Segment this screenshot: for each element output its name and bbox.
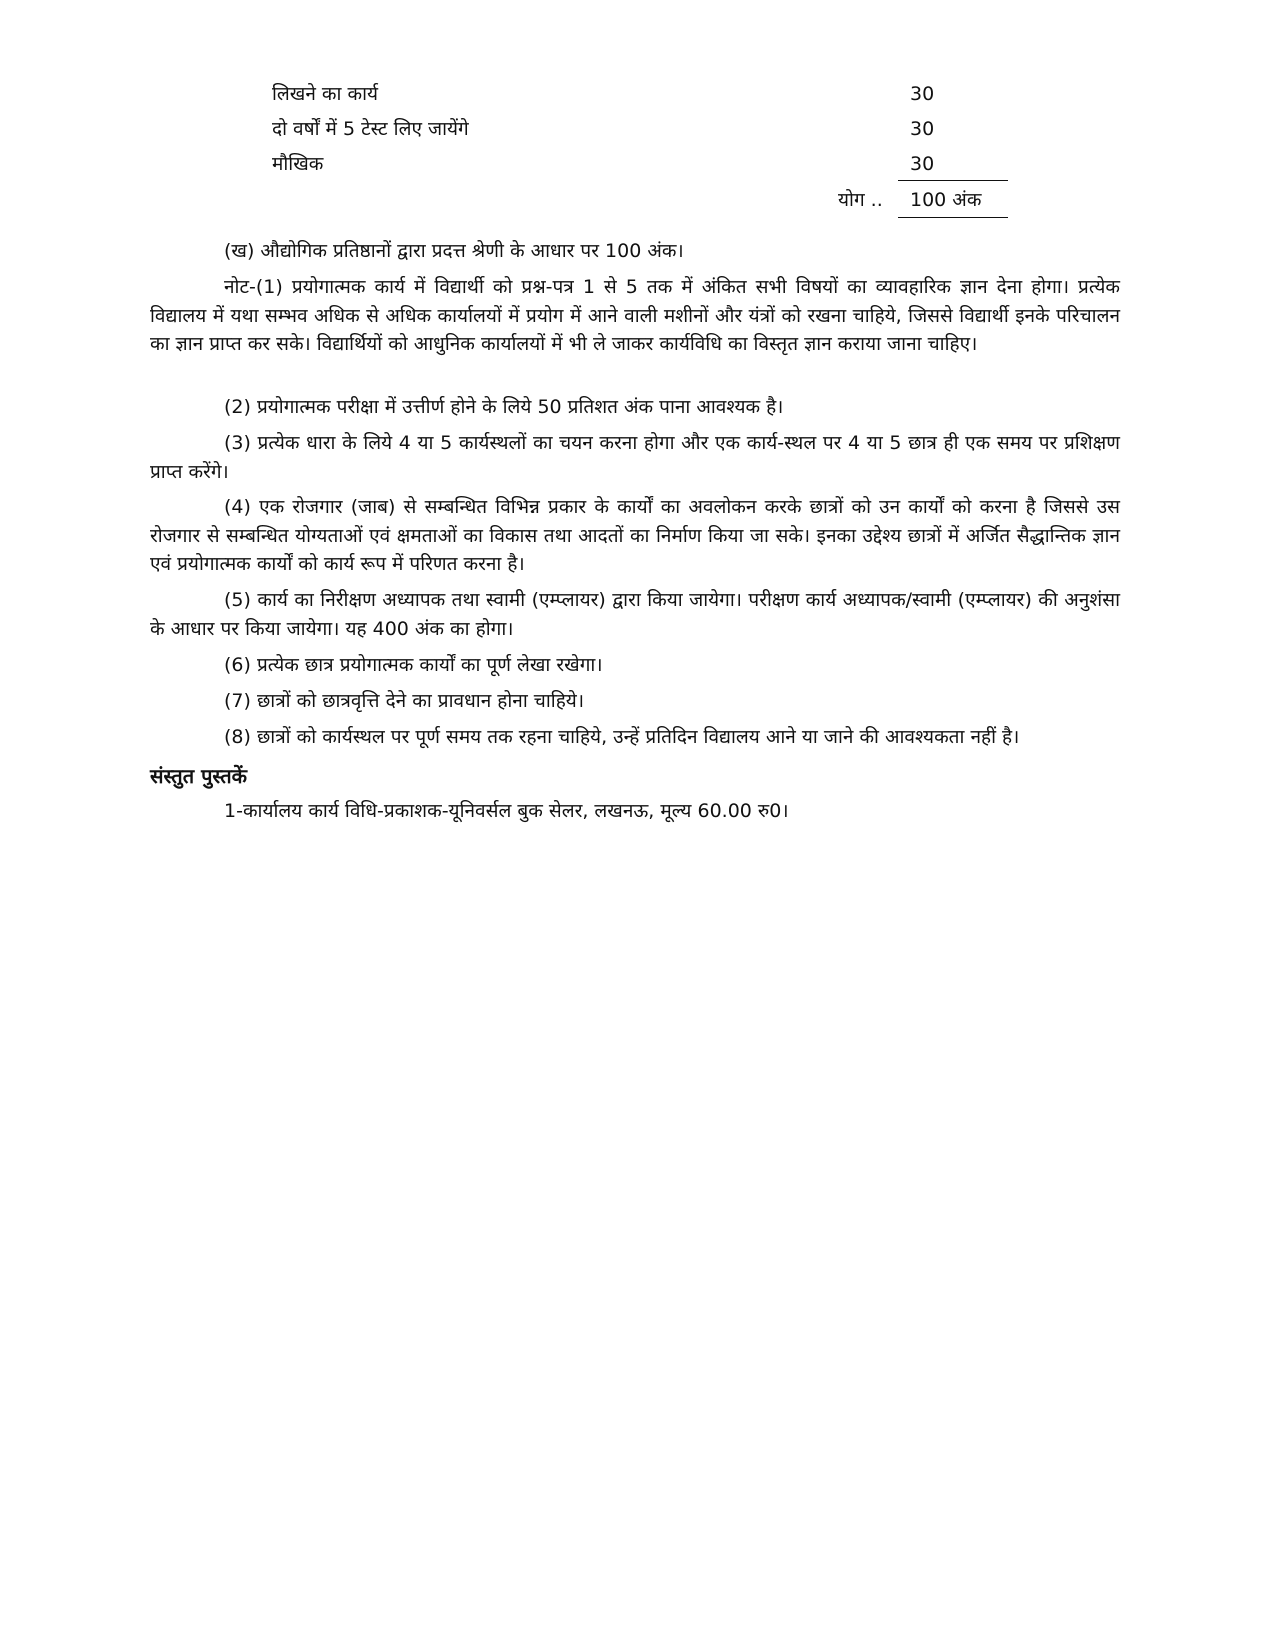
note-3: (3) प्रत्येक धारा के लिये 4 या 5 कार्यस्थलों का चयन करना होगा और एक कार्य-स्थल पर 4 या 5 छात्र ही एक समय पर प्रशिक्षण प्राप्त करेंगे।	[150, 432, 1120, 483]
marks-total-row	[0, 184, 1275, 216]
note-8: (8) छात्रों को कार्यस्थल पर पूर्ण समय तक रहना चाहिये, उन्हें प्रतिदिन विद्यालय आने या जाने की आवश्यकता नहीं है।	[224, 726, 1020, 748]
note-2: (2) प्रयोगात्मक परीक्षा में उत्तीर्ण होने के लिये 50 प्रतिशत अंक पाना आवश्यक है।	[224, 396, 784, 418]
marks-row	[0, 78, 1275, 110]
subtotal-rule	[898, 180, 1008, 181]
marks-row-value: 30	[910, 153, 935, 175]
note-7: (7) छात्रों को छात्रवृत्ति देने का प्रावधान होना चाहिये।	[224, 690, 585, 712]
marks-row-label: मौखिक	[272, 153, 324, 175]
marks-row-label: दो वर्षों में 5 टेस्ट लिए जायेंगे	[272, 118, 469, 140]
note-6: (6) प्रत्येक छात्र प्रयोगात्मक कार्यों का पूर्ण लेखा रखेगा।	[224, 654, 603, 676]
total-label: योग ..	[838, 189, 883, 211]
book-item: 1-कार्यालय कार्य विधि-प्रकाशक-यूनिवर्सल बुक सेलर, लखनऊ, मूल्य 60.00 रु0।	[224, 800, 789, 822]
total-rule	[898, 217, 1008, 218]
note-1: नोट-(1) प्रयोगात्मक कार्य में विद्यार्थी को प्रश्न-पत्र 1 से 5 तक में अंकित सभी विषयों का व्यावहारिक ज्ञान देना होगा। प्रत्येक विद्यालय में यथा सम्भव अधिक से अधिक कार्यालयों में प्रयोग में आने वाली मशीनों और यंत्रों को रखना चाहिये, जिससे विद्यार्थी इनके परिचालन का ज्ञान प्राप्त कर सके। विद्यार्थियों को आधुनिक कार्यालयों में भी ले जाकर कार्यविधि का विस्तृत ज्ञान कराया जाना चाहिए।	[150, 276, 1120, 355]
marks-row-value: 30	[910, 118, 935, 140]
marks-row	[0, 148, 1275, 180]
note-5: (5) कार्य का निरीक्षण अध्यापक तथा स्वामी (एम्प्लायर) द्वारा किया जायेगा। परीक्षण कार्य अध्यापक/स्वामी (एम्प्लायर) की अनुशंसा के आधार पर किया जायेगा। यह 400 अंक का होगा।	[150, 589, 1120, 640]
note-4: (4) एक रोजगार (जाब) से सम्बन्धित विभिन्न प्रकार के कार्यों का अवलोकन करके छात्रों को उन कार्यों को करना है जिससे उस रोजगार से सम्बन्धित योग्यताओं एवं क्षमताओं का विकास तथा आदतों का निर्माण किया जा सके। इनका उद्देश्य छात्रों में अर्जित सैद्धान्तिक ज्ञान एवं प्रयोगात्मक कार्यों को कार्य रूप में परिणत करना है।	[150, 496, 1120, 575]
paragraph-kha: (ख) औद्योगिक प्रतिष्ठानों द्वारा प्रदत्त श्रेणी के आधार पर 100 अंक।	[224, 240, 684, 262]
books-heading: संस्तुत पुस्तकें	[150, 764, 247, 788]
total-value: 100 अंक	[910, 189, 982, 211]
marks-row-label: लिखने का कार्य	[272, 83, 379, 105]
marks-row-value: 30	[910, 83, 935, 105]
marks-row	[0, 113, 1275, 145]
